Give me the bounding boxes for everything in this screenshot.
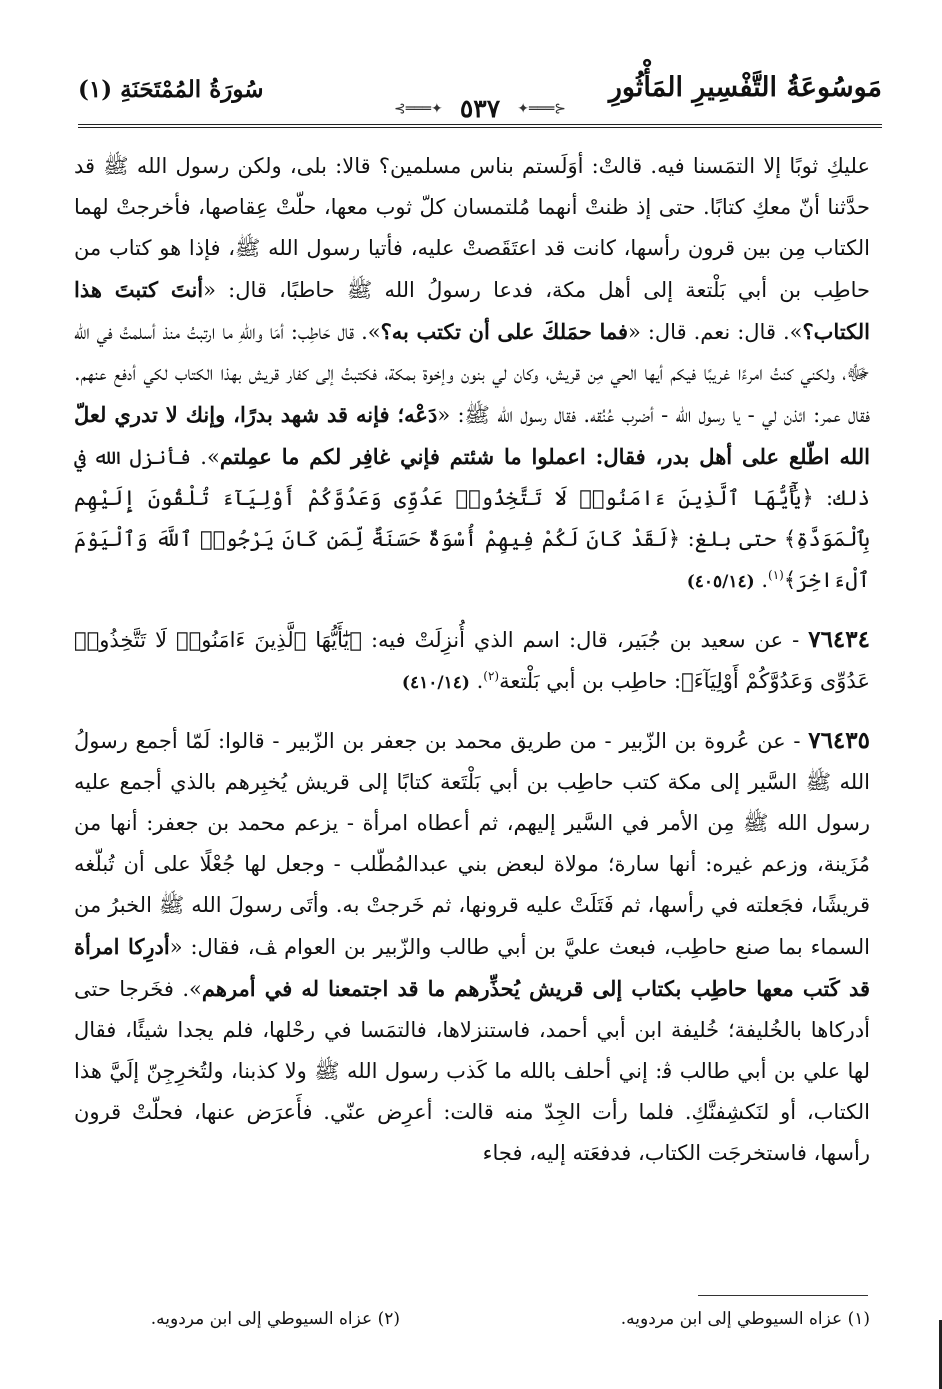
reference-number: (٤١٠/١٤) xyxy=(401,673,470,693)
hadith-quote: أنتَ كتبتَ هذا الكتاب؟ xyxy=(74,277,870,344)
text-run: ». فأنزل الله في ذلك: xyxy=(74,445,870,510)
entry-76434 xyxy=(74,619,870,704)
paragraph-continuation xyxy=(74,146,870,603)
page-number: ٥٣٧ xyxy=(459,94,501,123)
ornament-right-icon: ✦═══⊱ xyxy=(394,100,443,117)
footnote-2: (٢) عزاه السيوطي إلى ابن مردويه. xyxy=(150,1309,400,1329)
entry-76435 xyxy=(74,720,870,1174)
footnote-marker[interactable]: (٢) xyxy=(483,669,500,683)
text-run: . xyxy=(469,669,484,693)
surah-name: سُورَةُ المُمْتَحَنَةِ (١) xyxy=(78,76,264,103)
text-run: - عن عُروة بن الزّبير - من طريق محمد بن جعفر بن الزّبير - قالوا: لَمّا أجمع رسولُ الله ﷺ السَّير إلى مكة كتب حاطِب بن أبي بَلْتَعة كتابًا إلى قريش يُخبِرهم بالذي أجمع عليه رسول الله ﷺ مِن الأمر في السَّير إليهم، ثم أعطاه امرأة - يزعم محمد بن جعفر: أنها من مُزَينة، وزعم غيره: أنها سارة؛ مولاة لبعض بني عبدالمُطّلب - وجعل لها جُعْلًا على أن تُبلّغه قريشًا، فجَعلته في رأسها، ثم فَتَلَتْ عليه قرونها، ثم خَرجتْ به. وأتَى رسولَ الله ﷺ الخبرُ من السماء بما صنع حاطِب، فبعث عليَّ بن أبي طالب والزّبير بن العوام ﭫ، فقال: « xyxy=(74,729,870,959)
reference-number: (٤٠٥/١٤) xyxy=(686,572,755,592)
entry-number: ٧٦٤٣٤ xyxy=(808,626,870,653)
ornament-left-icon: ⊰═══✦ xyxy=(517,100,566,117)
footnote-1: (١) عزاه السيوطي إلى ابن مردويه. xyxy=(620,1309,870,1329)
hadith-quote: دَعْه؛ فإنه قد شهد بدرًا، وإنك لا تدري لعلّ الله اطّلع على أهل بدر، فقال: اعملوا ما شئتم فإني غافِر لكم ما عمِلتم xyxy=(74,402,870,469)
hadith-quote: أدرِكا امرأة قد كَتب معها حاطِب بكتاب إلى قريش يُحذِّرهم ما قد اجتمعنا له في أمرهم xyxy=(74,934,871,1001)
text-run: - عن سعيد بن جُبَير، قال: اسم الذي أُنزِلَتْ فيه: xyxy=(361,628,809,652)
text-run: حتى بلغ: xyxy=(680,527,784,551)
text-run: : حاطِب بن أبي بَلْتعة xyxy=(499,669,682,693)
quran-verse: ﴿يَٰٓأَيُّهَا ٱلَّذِينَ ءَامَنُوا۟ لَا تَتَّخِذُوا۟ عَدُوِّى وَعَدُوَّكُمْ أَوْلِيَآءَ﴾ xyxy=(74,628,870,693)
text-run: ». قال حَاطِب: أمَا واللهِ ما ارتبتُ منذ أسلمتُ في الله ﷻ، ولكني كنتُ امرءًا غريبًا فيكم أيها الحي مِن قريش، وكان لي بنون وإخوة بمكة، فكتبتُ إلى كفار قريش بهذا الكتاب لكي أدفع عنهم. فقال عمر: ائذن لي - يا رسول الله - أضرب عُنُقه. فقال رسول الله ﷺ: « xyxy=(74,320,870,427)
quran-verse: ﴿لَقَدْ كَانَ لَكُمْ فِيهِمْ أُسْوَةٌ حَسَنَةٌ لِّمَن كَانَ يَرْجُوا۟ ٱللَّهَ وَٱلْيَوْمَ ٱلْءَاخِرَ﴾ xyxy=(74,527,870,592)
footnote-rule xyxy=(698,1295,868,1296)
text-run: ». فخَرجا حتى أدركاها بالخُليفة؛ خُليفة ابن أبي أحمد، فاستنزلاها، فالتمَسا في رحْلها، فلم يجدا شيئًا، فقال لها علي بن أبي طالب ﭬ: إني أحلف بالله ما كَذب رسول الله ﷺ ولا كذبنا، ولتُخرِجِنّ إلَيَّ هذا الكتاب، أو لنَكشِفنَّكِ. فلما رأت الجِدّ منه قالت: أعرِض عنّي. فأَعرَض عنها، فحلّتْ قرون رأسها، فاستخرجَت الكتاب، فدفعَته إليه، فجاء xyxy=(74,977,870,1165)
footnote-marker[interactable]: (١) xyxy=(768,568,784,582)
text-run: ». قال: نعم. قال: « xyxy=(628,320,803,344)
header-rule-secondary xyxy=(78,127,882,128)
entry-number: ٧٦٤٣٥ xyxy=(808,727,870,754)
running-header xyxy=(78,72,882,122)
quran-verse: ﴿يَٰٓأَيُّهَا ٱلَّذِينَ ءَامَنُوا۟ لَا تَتَّخِذُوا۟ عَدُوِّى وَعَدُوَّكُمْ أَوْلِيَآءَ تُلْقُونَ إِلَيْهِم بِٱلْمَوَدَّةِ﴾ xyxy=(74,486,870,551)
text-run: . xyxy=(754,568,769,592)
main-text xyxy=(74,146,870,1174)
book-title: مَوسُوعَةُ التَّفْسِيرِ المَأْثُورِ xyxy=(608,72,882,103)
text-run: عليكِ ثوبًا إلا التمَسنا فيه. قالتْ: أوَلَستم بناس مسلمين؟ قالا: بلى، ولكن رسول الله ﷺ قد حدَّثنا أنّ معكِ كتابًا. حتى إذ ظنتْ أنهما مُلتمسان كلّ ثوب معها، حلّتْ عِقاصها، فأخرجتْ لهما الكتاب مِن بين قرون رأسها، كانت قد اعتَقَصتْ عليه، فأتيا رسول الله ﷺ، فإذا هو كتاب من حاطِب بن أبي بَلْتعة إلى أهل مكة، فدعا رسولُ الله ﷺ حاطبًا، قال: « xyxy=(74,154,870,302)
hadith-quote: فما حمَلكَ على أن تكتب به؟ xyxy=(380,319,629,344)
header-rule xyxy=(78,124,882,125)
